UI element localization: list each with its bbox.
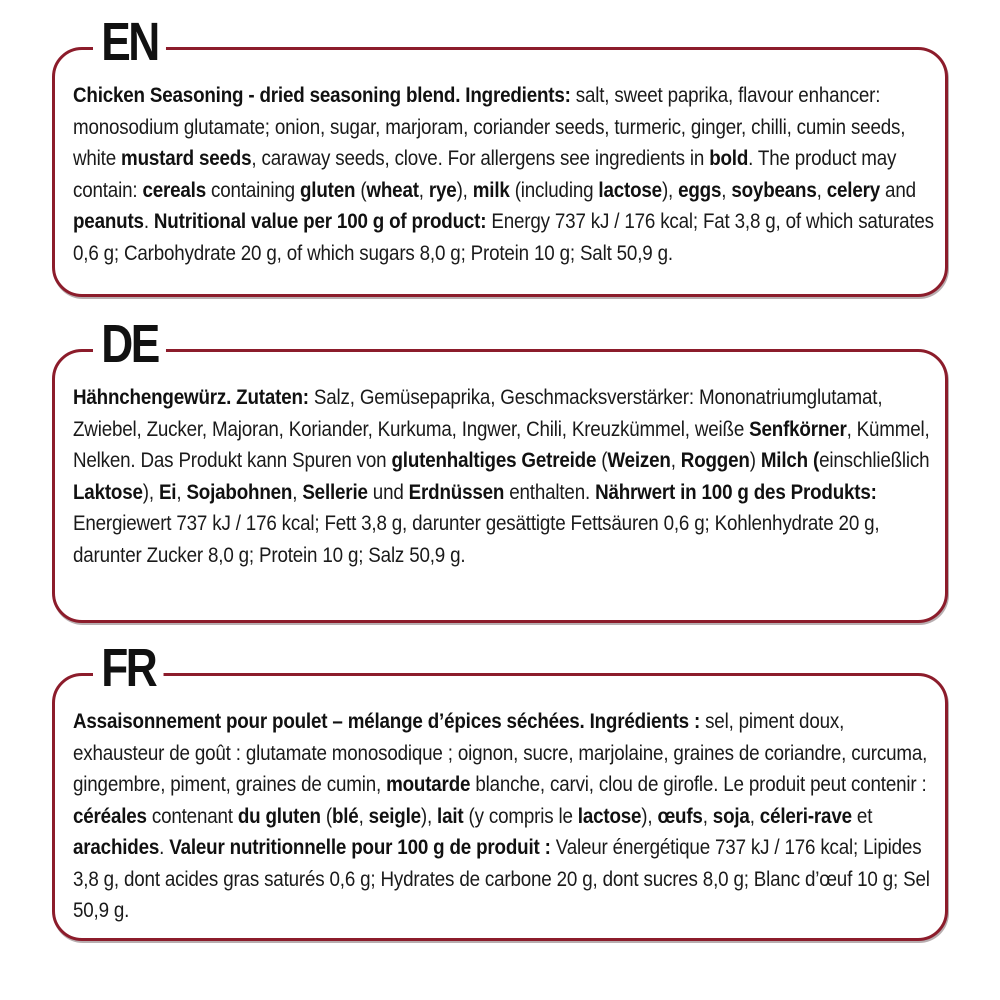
text-run: salt, sweet paprika, flavour enhancer: monosodium glutamate; onion, sugar, marjoram, coriander seeds, turmeric, ginger, chilli, cumin seeds, white bbox=[73, 84, 906, 170]
bold-text-run: celery bbox=[826, 178, 881, 202]
bold-text-run: glutenhaltiges Getreide bbox=[391, 449, 597, 472]
text-run: ), bbox=[420, 804, 438, 828]
bold-text-run: eggs bbox=[678, 178, 722, 202]
text-run: enthalten. bbox=[504, 480, 596, 504]
text-run: . bbox=[159, 836, 170, 859]
bold-text-run: Valeur nutritionnelle pour 100 g de produit : bbox=[169, 836, 551, 859]
text-run: ), bbox=[661, 178, 679, 202]
text-run: ( bbox=[596, 449, 608, 472]
bold-text-run: cereals bbox=[142, 178, 207, 202]
text-run: and bbox=[880, 178, 916, 202]
text-run: sel, piment doux, exhausteur de goût : glutamate monosodique ; oignon, sucre, marjolaine, graines de coriandre, curcuma, gingembre, piment, graines de cumin, bbox=[73, 710, 928, 796]
bold-text-run: blé bbox=[331, 804, 359, 828]
text-run: Valeur énergétique 737 kJ / 176 kcal; Lipides 3,8 g, dont acides gras saturés 0,6 g; Hydrates de carbone 20 g, dont sucres 8,0 g; Blanc d’œuf 10 g; Sel 50,9 g. bbox=[73, 836, 930, 922]
text-run: , bbox=[670, 449, 681, 472]
language-code-en: EN bbox=[93, 12, 166, 72]
label-section-en bbox=[52, 12, 948, 297]
bold-text-run: lait bbox=[437, 804, 464, 828]
text-run: (including bbox=[509, 178, 599, 202]
label-paragraph-fr bbox=[73, 706, 937, 927]
bold-text-run: Hähnchengewürz. Zutaten: bbox=[73, 386, 309, 409]
bold-text-run: Sojabohnen bbox=[186, 480, 293, 504]
text-run: (y compris le bbox=[463, 804, 578, 828]
bold-text-run: céréales bbox=[73, 804, 147, 828]
bold-text-run: moutarde bbox=[386, 773, 471, 796]
label-paragraph-en bbox=[73, 80, 937, 269]
text-run: ), bbox=[641, 804, 658, 828]
text-run: . bbox=[143, 210, 154, 233]
text-run: ( bbox=[320, 804, 332, 828]
text-run: , bbox=[358, 804, 369, 828]
bold-text-run: soja bbox=[712, 804, 750, 828]
bold-text-run: Erdnüssen bbox=[408, 480, 505, 504]
text-run: blanche, carvi, clou de girofle. Le produit peut contenir : bbox=[470, 773, 927, 796]
bold-text-run: Nutritional value per 100 g of product: bbox=[153, 210, 487, 233]
bold-text-run: lactose bbox=[598, 178, 662, 202]
text-run: ( bbox=[355, 178, 367, 202]
text-run: , bbox=[176, 480, 187, 504]
label-text-de bbox=[73, 382, 935, 571]
label-section-de bbox=[52, 314, 948, 623]
text-run: , bbox=[292, 480, 303, 504]
bold-text-run: Roggen bbox=[680, 449, 750, 472]
bold-text-run: Sellerie bbox=[302, 480, 368, 504]
text-run: einschließlich bbox=[819, 449, 930, 472]
text-run: , Kümmel, Nelken. Das Produkt kann Spuren von bbox=[73, 417, 930, 472]
text-run: , bbox=[816, 178, 827, 202]
text-run: . The product may contain: bbox=[73, 147, 897, 202]
language-code-fr: FR bbox=[93, 638, 164, 698]
text-run: , bbox=[702, 804, 713, 828]
text-run: ) bbox=[749, 449, 761, 472]
label-paragraph-de bbox=[73, 382, 937, 571]
bold-text-run: seigle bbox=[368, 804, 421, 828]
bold-text-run: Milch ( bbox=[760, 449, 820, 472]
bold-text-run: céleri-rave bbox=[759, 804, 852, 828]
text-run: , bbox=[721, 178, 732, 202]
text-run: contenant bbox=[146, 804, 238, 828]
text-run: Energiewert 737 kJ / 176 kcal; Fett 3,8 g, darunter gesättigte Fettsäuren 0,6 g; Kohlenhydrate 20 g, darunter Zucker 8,0 g; Protein 10 g; Salz 50,9 g. bbox=[73, 512, 880, 567]
text-run: Energy 737 kJ / 176 kcal; Fat 3,8 g, of which saturates 0,6 g; Carbohydrate 20 g, of which sugars 8,0 g; Protein 10 g; Salt 50,9 g. bbox=[73, 210, 934, 265]
bold-text-run: Weizen bbox=[607, 449, 671, 472]
bold-text-run: gluten bbox=[299, 178, 356, 202]
bold-text-run: bold bbox=[709, 147, 749, 170]
language-code-de: DE bbox=[93, 314, 166, 374]
bold-text-run: œufs bbox=[657, 804, 703, 828]
bold-text-run: rye bbox=[428, 178, 457, 202]
bold-text-run: Chicken Seasoning - dried seasoning blend. Ingredients: bbox=[73, 84, 571, 107]
bold-text-run: peanuts bbox=[73, 210, 144, 233]
label-text-fr bbox=[73, 706, 935, 927]
text-run: , caraway seeds, clove. For allergens see ingredients in bbox=[251, 147, 710, 170]
text-run: ), bbox=[142, 480, 159, 504]
bold-text-run: arachides bbox=[73, 836, 160, 859]
bold-text-run: lactose bbox=[577, 804, 642, 828]
label-section-fr bbox=[52, 638, 948, 941]
text-run: ), bbox=[456, 178, 473, 202]
text-run: und bbox=[367, 480, 409, 504]
bold-text-run: milk bbox=[472, 178, 510, 202]
bold-text-run: Ei bbox=[158, 480, 177, 504]
bold-text-run: Laktose bbox=[73, 480, 143, 504]
bold-text-run: wheat bbox=[366, 178, 419, 202]
text-run: , bbox=[749, 804, 760, 828]
text-run: , bbox=[418, 178, 429, 202]
label-text-en bbox=[73, 80, 935, 269]
text-run: Salz, Gemüsepaprika, Geschmacksverstärker: Mononatriumglutamat, Zwiebel, Zucker, Majoran, Koriander, Kurkuma, Ingwer, Chili, Kreuzkümmel, weiße bbox=[73, 386, 883, 441]
bold-text-run: mustard seeds bbox=[121, 147, 252, 170]
text-run: et bbox=[851, 804, 873, 828]
bold-text-run: Nährwert in 100 g des Produkts: bbox=[595, 480, 877, 504]
bold-text-run: Senfkörner bbox=[749, 417, 847, 441]
bold-text-run: du gluten bbox=[237, 804, 321, 828]
bold-text-run: Assaisonnement pour poulet – mélange d’épices séchées. Ingrédients : bbox=[73, 710, 701, 733]
text-run: containing bbox=[206, 178, 300, 202]
bold-text-run: soybeans bbox=[731, 178, 817, 202]
